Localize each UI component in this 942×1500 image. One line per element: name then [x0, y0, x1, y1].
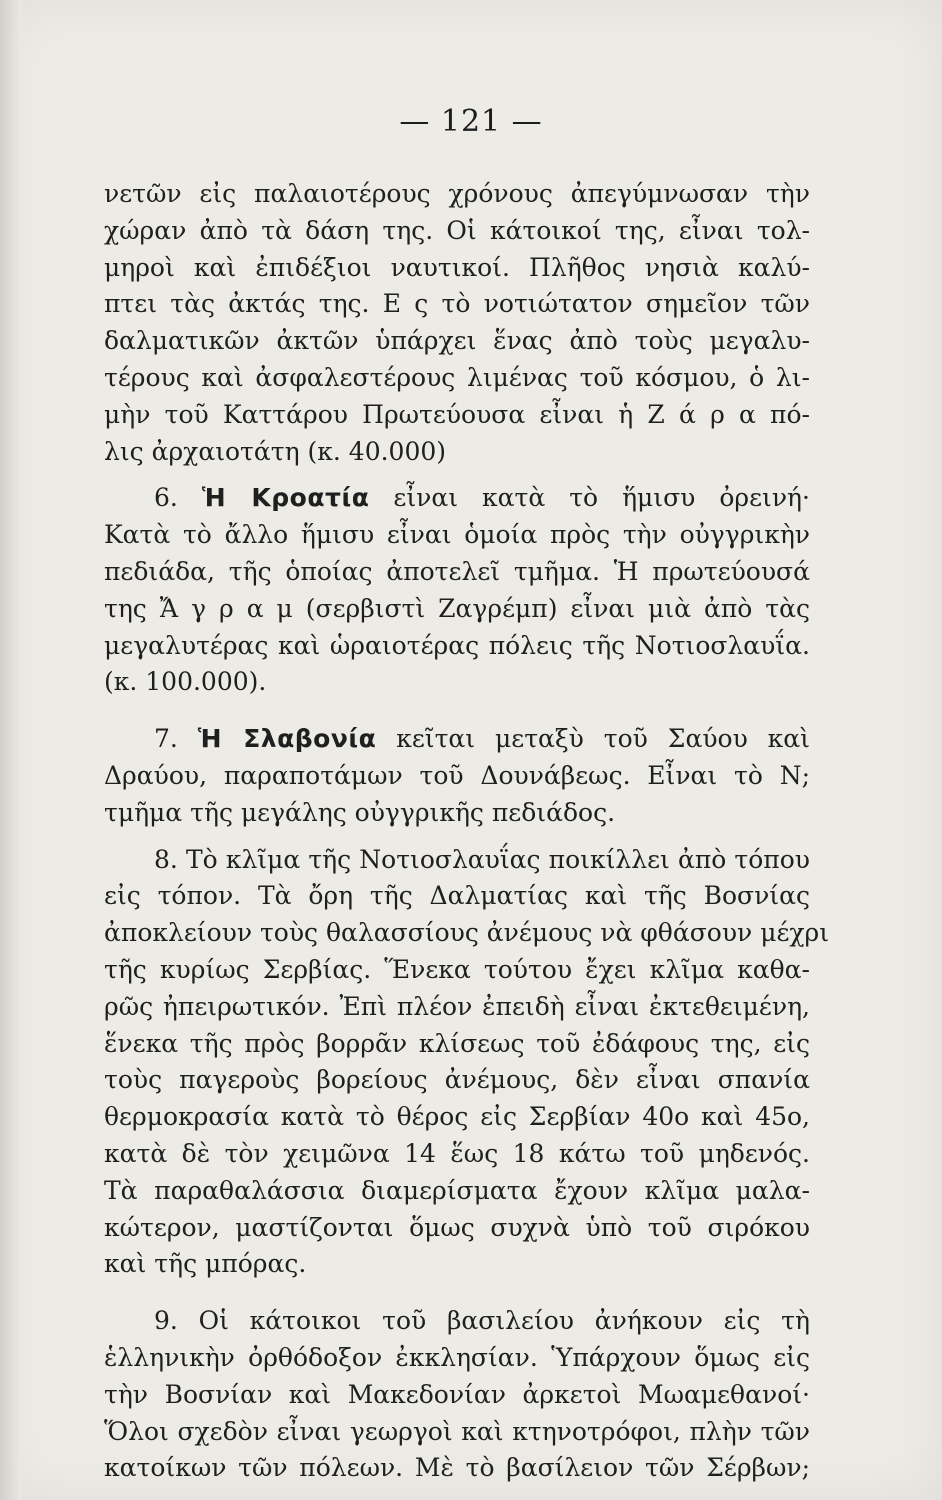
section-number: 6.: [154, 483, 178, 513]
page-number: — 121 —: [399, 104, 543, 139]
text-line: τῆς κυρίως Σερβίας. Ἕνεκα τούτου ἔχει κλῖμα καθα-: [104, 954, 810, 984]
text-line: της Ἄ γ ρ α μ (σερβιστὶ Ζαγρέμπ) εἶναι μιὰ ἀπὸ τὰς: [104, 593, 810, 623]
text-line: Ὅλοι σχεδὸν εἶναι γεωργοὶ καὶ κτηνοτρόφοι, πλὴν τῶν: [104, 1416, 810, 1446]
text-line: μεγαλυτέρας καὶ ὡραιοτέρας πόλεις τῆς Νοτιοσλαυΐα.: [104, 630, 810, 660]
text-line: ἕνεκα τῆς πρὸς βορρᾶν κλίσεως τοῦ ἐδάφους της, εἰς: [104, 1028, 810, 1058]
section-8-first-line: 8. Τὸ κλῖμα τῆς Νοτιοσλαυΐας ποικίλλει ἀπὸ τόπου: [154, 844, 810, 874]
text-line: κατοίκων τῶν πόλεων. Μὲ τὸ βασίλειον τῶν Σέρβων;: [104, 1453, 810, 1483]
section-heading-croatia: Ἡ Κροατία: [201, 483, 370, 513]
text-line: εἰς τόπον. Τὰ ὄρη τῆς Δαλματίας καὶ τῆς Βοσνίας: [104, 881, 810, 911]
text-line: μὴν τοῦ Καττάρου Πρωτεύουσα εἶναι ἡ Ζ ά ρ α πό-: [104, 399, 810, 429]
text-line: Κατὰ τὸ ἄλλο ἥμισυ εἶναι ὁμοία πρὸς τὴν οὐγγρικὴν: [104, 520, 810, 550]
section-heading-slavonia: Ἡ Σλαβονία: [197, 724, 377, 754]
text-line: Δραύου, παραποτάμων τοῦ Δουνάβεως. Εἶναι τὸ Ν;: [104, 760, 810, 790]
text-line: (κ. 100.000).: [104, 667, 267, 697]
text-line: ἑλληνικὴν ὀρθόδοξον ἐκκλησίαν. Ὑπάρχουν ὅμως εἰς: [104, 1342, 810, 1372]
text-line: δαλματικῶν ἀκτῶν ὑπάρχει ἕνας ἀπὸ τοὺς μεγαλυ-: [104, 326, 810, 356]
text-line: ρῶς ἠπειρωτικόν. Ἐπὶ πλέον ἐπειδὴ εἶναι ἐκτεθειμένη,: [104, 991, 810, 1021]
text-line: πτει τὰς ἀκτάς της. Ε ς τὸ νοτιώτατον σημεῖον τῶν: [104, 289, 810, 319]
text-line: καὶ τῆς μπόρας.: [104, 1249, 307, 1279]
text-line: λις ἀρχαιοτάτη (κ. 40.000): [104, 436, 447, 466]
text-line: Τὰ παραθαλάσσια διαμερίσματα ἔχουν κλῖμα μαλα-: [104, 1175, 810, 1205]
text-line: τὴν Βοσνίαν καὶ Μακεδονίαν ἀρκετοὶ Μωαμεθανοί·: [104, 1379, 810, 1409]
text-line: χώραν ἀπὸ τὰ δάση της. Οἱ κάτοικοί της, εἶναι τολ-: [104, 215, 810, 245]
text-line: θερμοκρασία κατὰ τὸ θέρος εἰς Σερβίαν 40ο καὶ 45ο,: [104, 1102, 810, 1132]
text-line: μηροὶ καὶ ἐπιδέξιοι ναυτικοί. Πλῆθος νησιὰ καλύ-: [104, 252, 810, 282]
section-text: εἶναι κατὰ τὸ ἥμισυ ὀρεινή·: [393, 483, 810, 513]
text-line: τέρους καὶ ἀσφαλεστέρους λιμένας τοῦ κόσμου, ὁ λι-: [104, 362, 810, 392]
section-number: 7.: [154, 724, 178, 754]
text-line: κατὰ δὲ τὸν χειμῶνα 14 ἕως 18 κάτω τοῦ μηδενός.: [104, 1138, 810, 1168]
text-line: πεδιάδα, τῆς ὁποίας ἀποτελεῖ τμῆμα. Ἡ πρωτεύουσά: [104, 556, 810, 586]
section-9-first-line: 9. Οἱ κάτοικοι τοῦ βασιλείου ἀνήκουν εἰς τὴ: [154, 1306, 810, 1336]
section-text: κεῖται μεταξὺ τοῦ Σαύου καὶ: [396, 724, 810, 754]
text-line: τμῆμα τῆς μεγάλης οὐγγρικῆς πεδιάδος.: [104, 797, 616, 827]
section-7-first-line: [104, 721, 810, 758]
page-gutter-shadow: [0, 0, 22, 1500]
text-line: κώτερον, μαστίζονται ὅμως συχνὰ ὑπὸ τοῦ σιρόκου: [104, 1212, 810, 1242]
text-line: τοὺς παγεροὺς βορείους ἀνέμους, δὲν εἶναι σπανία: [104, 1065, 810, 1095]
text-line: νετῶν εἰς παλαιοτέρους χρόνους ἀπεγύμνωσαν τὴν: [104, 179, 810, 208]
text-line: ἀποκλείουν τοὺς θαλασσίους ἀνέμους νὰ φθάσουν μέχρι: [104, 918, 830, 948]
section-6-first-line: [104, 480, 810, 517]
page-body: [104, 176, 830, 1487]
